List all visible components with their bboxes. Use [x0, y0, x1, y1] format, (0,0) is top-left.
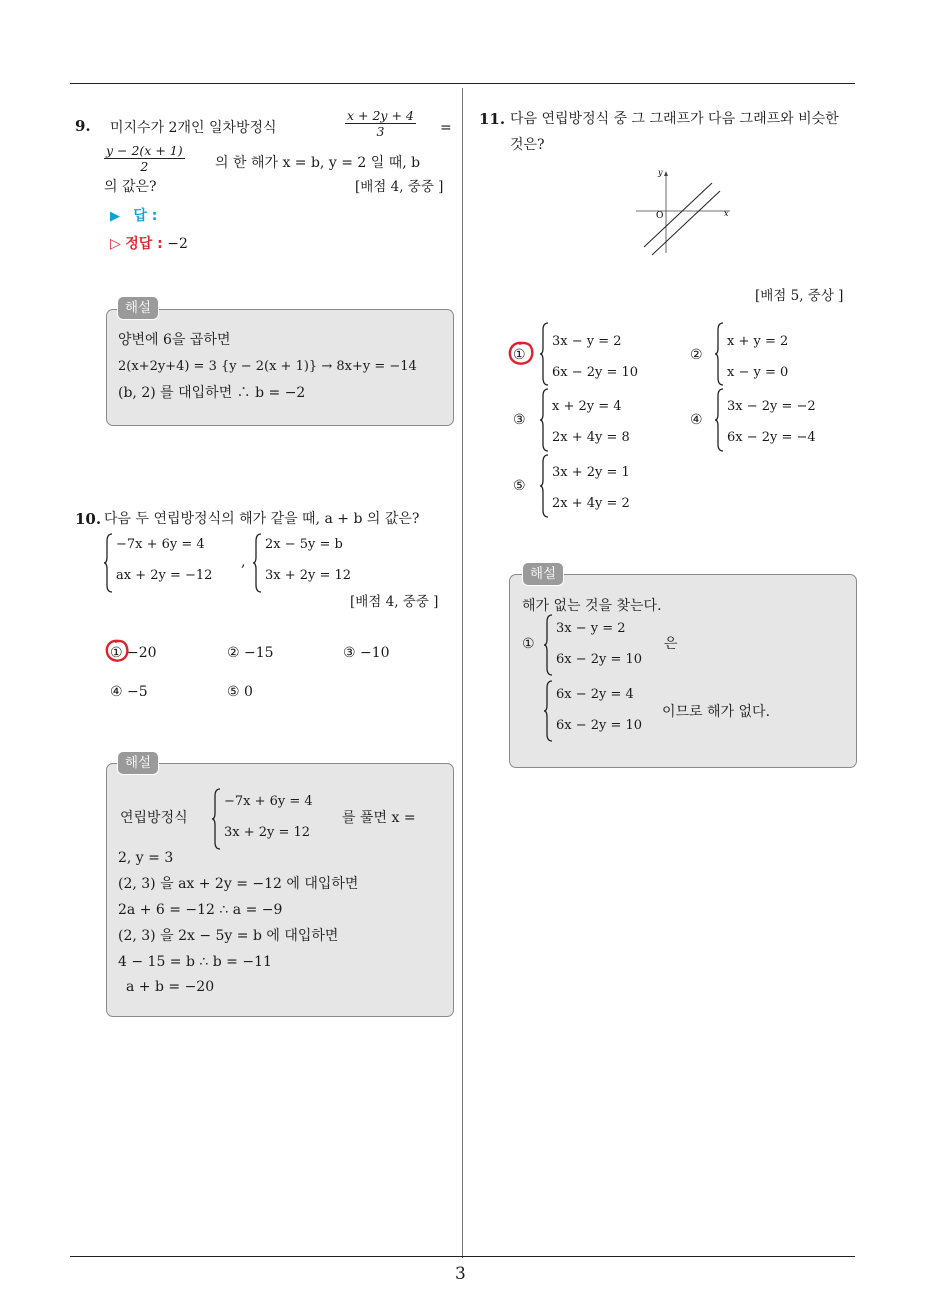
q11-score: [배점 5, 중상 ] [755, 288, 844, 304]
q9-fraction-left: $\frac{x + 2y + 4}{3}$ [347, 108, 414, 139]
brace-icon [540, 454, 549, 518]
q11-number: 11. [479, 110, 506, 128]
q11-explain-system-2: 6x − 2y = 4 6x − 2y = 10 [544, 680, 664, 742]
q11-option-5-mark[interactable]: ⑤ [513, 478, 526, 494]
q10-explain-line5: (2, 3) 을 2x − 5y = b 에 대입하면 [118, 928, 339, 944]
q11-explanation-tag: 해설 [522, 562, 564, 586]
q9-score: [배점 4, 중중 ] [355, 179, 444, 195]
q10-explain-system: −7x + 6y = 4 3x + 2y = 12 [212, 788, 332, 850]
q9-explain-line3: (b, 2) 를 대입하면 ∴ b = −2 [118, 385, 306, 401]
answer-label: 답 : [133, 208, 158, 224]
brace-icon [540, 322, 549, 386]
q11-option-1-mark[interactable]: ① [513, 347, 526, 363]
q10-score: [배점 4, 중중 ] [350, 594, 439, 610]
brace-icon [715, 322, 724, 386]
q11-option-4-mark[interactable]: ④ [690, 412, 703, 428]
q10-option-3[interactable]: ③ −10 [343, 645, 390, 661]
q10-system-2: 2x − 5y = b 3x + 2y = 12 [253, 533, 393, 593]
q9-answer-row [110, 206, 157, 227]
q10-explanation-tag: 해설 [117, 751, 159, 775]
q9-explain-line1: 양변에 6을 곱하면 [118, 332, 231, 348]
brace-icon [715, 388, 724, 452]
brace-icon [544, 680, 553, 742]
q11-option-3-mark[interactable]: ③ [513, 412, 526, 428]
q10-comma: , [241, 554, 246, 570]
q10-option-5[interactable]: ⑤ 0 [227, 684, 253, 700]
q9-equals: = [440, 120, 452, 136]
q10-explain-line3: (2, 3) 을 ax + 2y = −12 에 대입하면 [118, 876, 359, 892]
q10-number: 10. [75, 510, 102, 528]
q11-option-3-system[interactable]: x + 2y = 4 2x + 4y = 8 [540, 388, 670, 452]
q9-text-before: 미지수가 2개인 일차방정식 [110, 120, 277, 136]
brace-icon [104, 533, 113, 593]
q9-number: 9. [75, 117, 91, 135]
q10-option-4[interactable]: ④ −5 [110, 684, 148, 700]
q11-line1: 다음 연립방정식 중 그 그래프가 다음 그래프와 비슷한 [510, 111, 839, 127]
bottom-rule [70, 1256, 855, 1257]
q9-line3: 의 값은? [104, 179, 157, 195]
q11-option-4-system[interactable]: 3x − 2y = −2 6x − 2y = −4 [715, 388, 845, 452]
solution-value: −2 [167, 236, 188, 252]
answer-triangle-icon: ▶ [110, 209, 120, 224]
q11-explain-mark: ① [522, 636, 535, 652]
q10-explain-intro: 연립방정식 [120, 810, 188, 826]
q9-solution-row [110, 234, 188, 254]
q11-explain-sys2-after: 이므로 해가 없다. [662, 704, 771, 720]
page-number: 3 [455, 1264, 466, 1284]
q11-explain-system-1: 3x − y = 2 6x − 2y = 10 [544, 614, 664, 676]
q10-explain-line4: 2a + 6 = −12 ∴ a = −9 [118, 902, 283, 918]
q9-explain-line2: 2(x+2y+4) = 3 {y − 2(x + 1)} → 8x+y = −14 [118, 359, 417, 374]
q11-explain-sys1-after: 은 [664, 636, 678, 652]
q11-option-1-system[interactable]: 3x − y = 2 6x − 2y = 10 [540, 322, 670, 386]
graph-origin-label: O [656, 211, 664, 221]
q11-option-5-system[interactable]: 3x + 2y = 1 2x + 4y = 2 [540, 454, 670, 518]
q11-option-2-system[interactable]: x + y = 2 x − y = 0 [715, 322, 845, 386]
column-divider [462, 88, 463, 1258]
q10-option-1[interactable]: ① −20 [110, 645, 157, 661]
q9-text-after: 의 한 해가 x = b, y = 2 일 때, b [215, 155, 421, 171]
q11-graph [630, 165, 740, 260]
q9-explanation-tag: 해설 [117, 296, 159, 320]
solution-triangle-icon: ▷ [110, 236, 121, 252]
brace-icon [212, 788, 221, 850]
q9-fraction-right: $\frac{y - 2(x + 1)}{2}$ [106, 143, 183, 174]
solution-label: 정답 : [125, 236, 163, 252]
top-rule [70, 83, 855, 84]
q10-system-1: −7x + 6y = 4 ax + 2y = −12 [104, 533, 244, 593]
brace-icon [540, 388, 549, 452]
selected-circle-mark [507, 340, 537, 368]
q10-explain-line2: 2, y = 3 [118, 850, 174, 866]
q10-explain-line6: 4 − 15 = b ∴ b = −11 [118, 954, 272, 970]
q10-explain-line7: a + b = −20 [126, 979, 215, 995]
q10-text: 다음 두 연립방정식의 해가 같을 때, a + b 의 값은? [104, 511, 420, 527]
q11-option-2-mark[interactable]: ② [690, 347, 703, 363]
graph-y-label: y [658, 168, 663, 177]
q10-explain-after: 를 풀면 x = [342, 810, 416, 826]
graph-x-label: x [724, 209, 729, 218]
q10-option-2[interactable]: ② −15 [227, 645, 274, 661]
brace-icon [253, 533, 262, 593]
q11-line2: 것은? [510, 137, 545, 153]
q11-explain-line1: 해가 없는 것을 찾는다. [522, 598, 662, 614]
brace-icon [544, 614, 553, 676]
selected-circle-mark [104, 638, 132, 664]
